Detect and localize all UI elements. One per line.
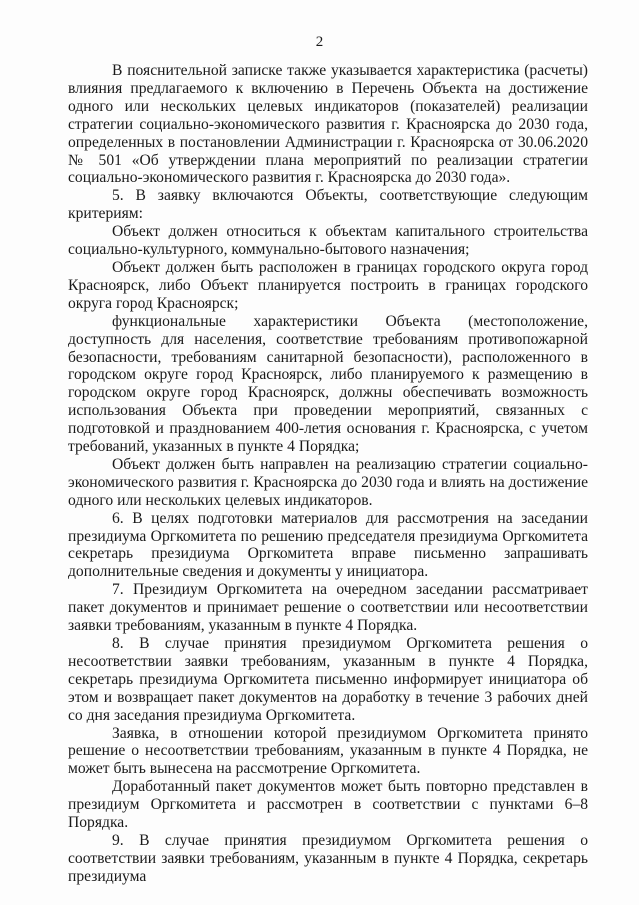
paragraph-explanatory-note: В пояснительной записке также указывается характеристика (расчеты) влияния предлагаемого к включению в Перечень Объекта на достижение одного или нескольких целевых индикаторов (показателей) реализации стратегии социально-экономического развития г. Красноярска до 2030 года, определенных в постановлении Администрации г. Красноярска от 30.06.2020 № 501 «Об утверждении плана мероприятий по реализации стратегии социально-экономического развития г. Красноярска до 2030 года». (68, 62, 588, 187)
paragraph-criterion-4: Объект должен быть направлен на реализацию стратегии социально-экономического развития г. Красноярска до 2030 года и влиять на достижение одного или нескольких целевых индикаторов. (68, 455, 588, 509)
page-number: 2 (315, 34, 324, 50)
paragraph-item-8-resubmit: Доработанный пакет документов может быть повторно представлен в президиум Оргкомитета и рассмотрен в соответствии с пунктами 6–8 Порядка. (68, 778, 588, 832)
paragraph-criterion-1: Объект должен относиться к объектам капитального строительства социально-культурного, коммунально-бытового назначения; (68, 223, 588, 259)
paragraph-item-6: 6. В целях подготовки материалов для рассмотрения на заседании президиума Оргкомитета по решению председателя президиума Оргкомитета секретарь президиума Оргкомитета вправе письменно запрашивать дополнительные сведения и документы у инициатора. (68, 509, 588, 581)
document-body (68, 62, 588, 886)
paragraph-item-5: 5. В заявку включаются Объекты, соответствующие следующим критериям: (68, 187, 588, 223)
paragraph-item-7: 7. Президиум Оргкомитета на очередном заседании рассматривает пакет документов и принимает решение о соответствии или несоответствии заявки требованиям, указанным в пункте 4 Порядка. (68, 581, 588, 635)
paragraph-item-8-note: Заявка, в отношении которой президиумом Оргкомитета принято решение о несоответствии требованиям, указанным в пункте 4 Порядка, не может быть вынесена на рассмотрение Оргкомитета. (68, 724, 588, 778)
paragraph-criterion-3: функциональные характеристики Объекта (местоположение, доступность для населения, соответствие требованиям противопожарной безопасности, требованиям санитарной безопасности), расположенного в городском округе город Красноярск, либо планируемого к размещению в городском округе город Красноярск, должны обеспечивать возможность использования Объекта при проведении мероприятий, связанных с подготовкой и празднованием 400-летия основания г. Красноярска, с учетом требований, указанных в пункте 4 Порядка; (68, 312, 588, 456)
paragraph-item-9: 9. В случае принятия президиумом Оргкомитета решения о соответствии заявки требованиям, указанным в пункте 4 Порядка, секретарь президиума (68, 831, 588, 885)
scan-artifact (62, 14, 64, 24)
paragraph-item-8: 8. В случае принятия президиумом Оргкомитета решения о несоответствии заявки требованиям, указанным в пункте 4 Порядка, секретарь президиума Оргкомитета письменно информирует инициатора об этом и возвращает пакет документов на доработку в течение 3 рабочих дней со дня заседания президиума Оргкомитета. (68, 635, 588, 724)
paragraph-criterion-2: Объект должен быть расположен в границах городского округа город Красноярск, либо Объект планируется построить в границах городского округа город Красноярск; (68, 258, 588, 312)
